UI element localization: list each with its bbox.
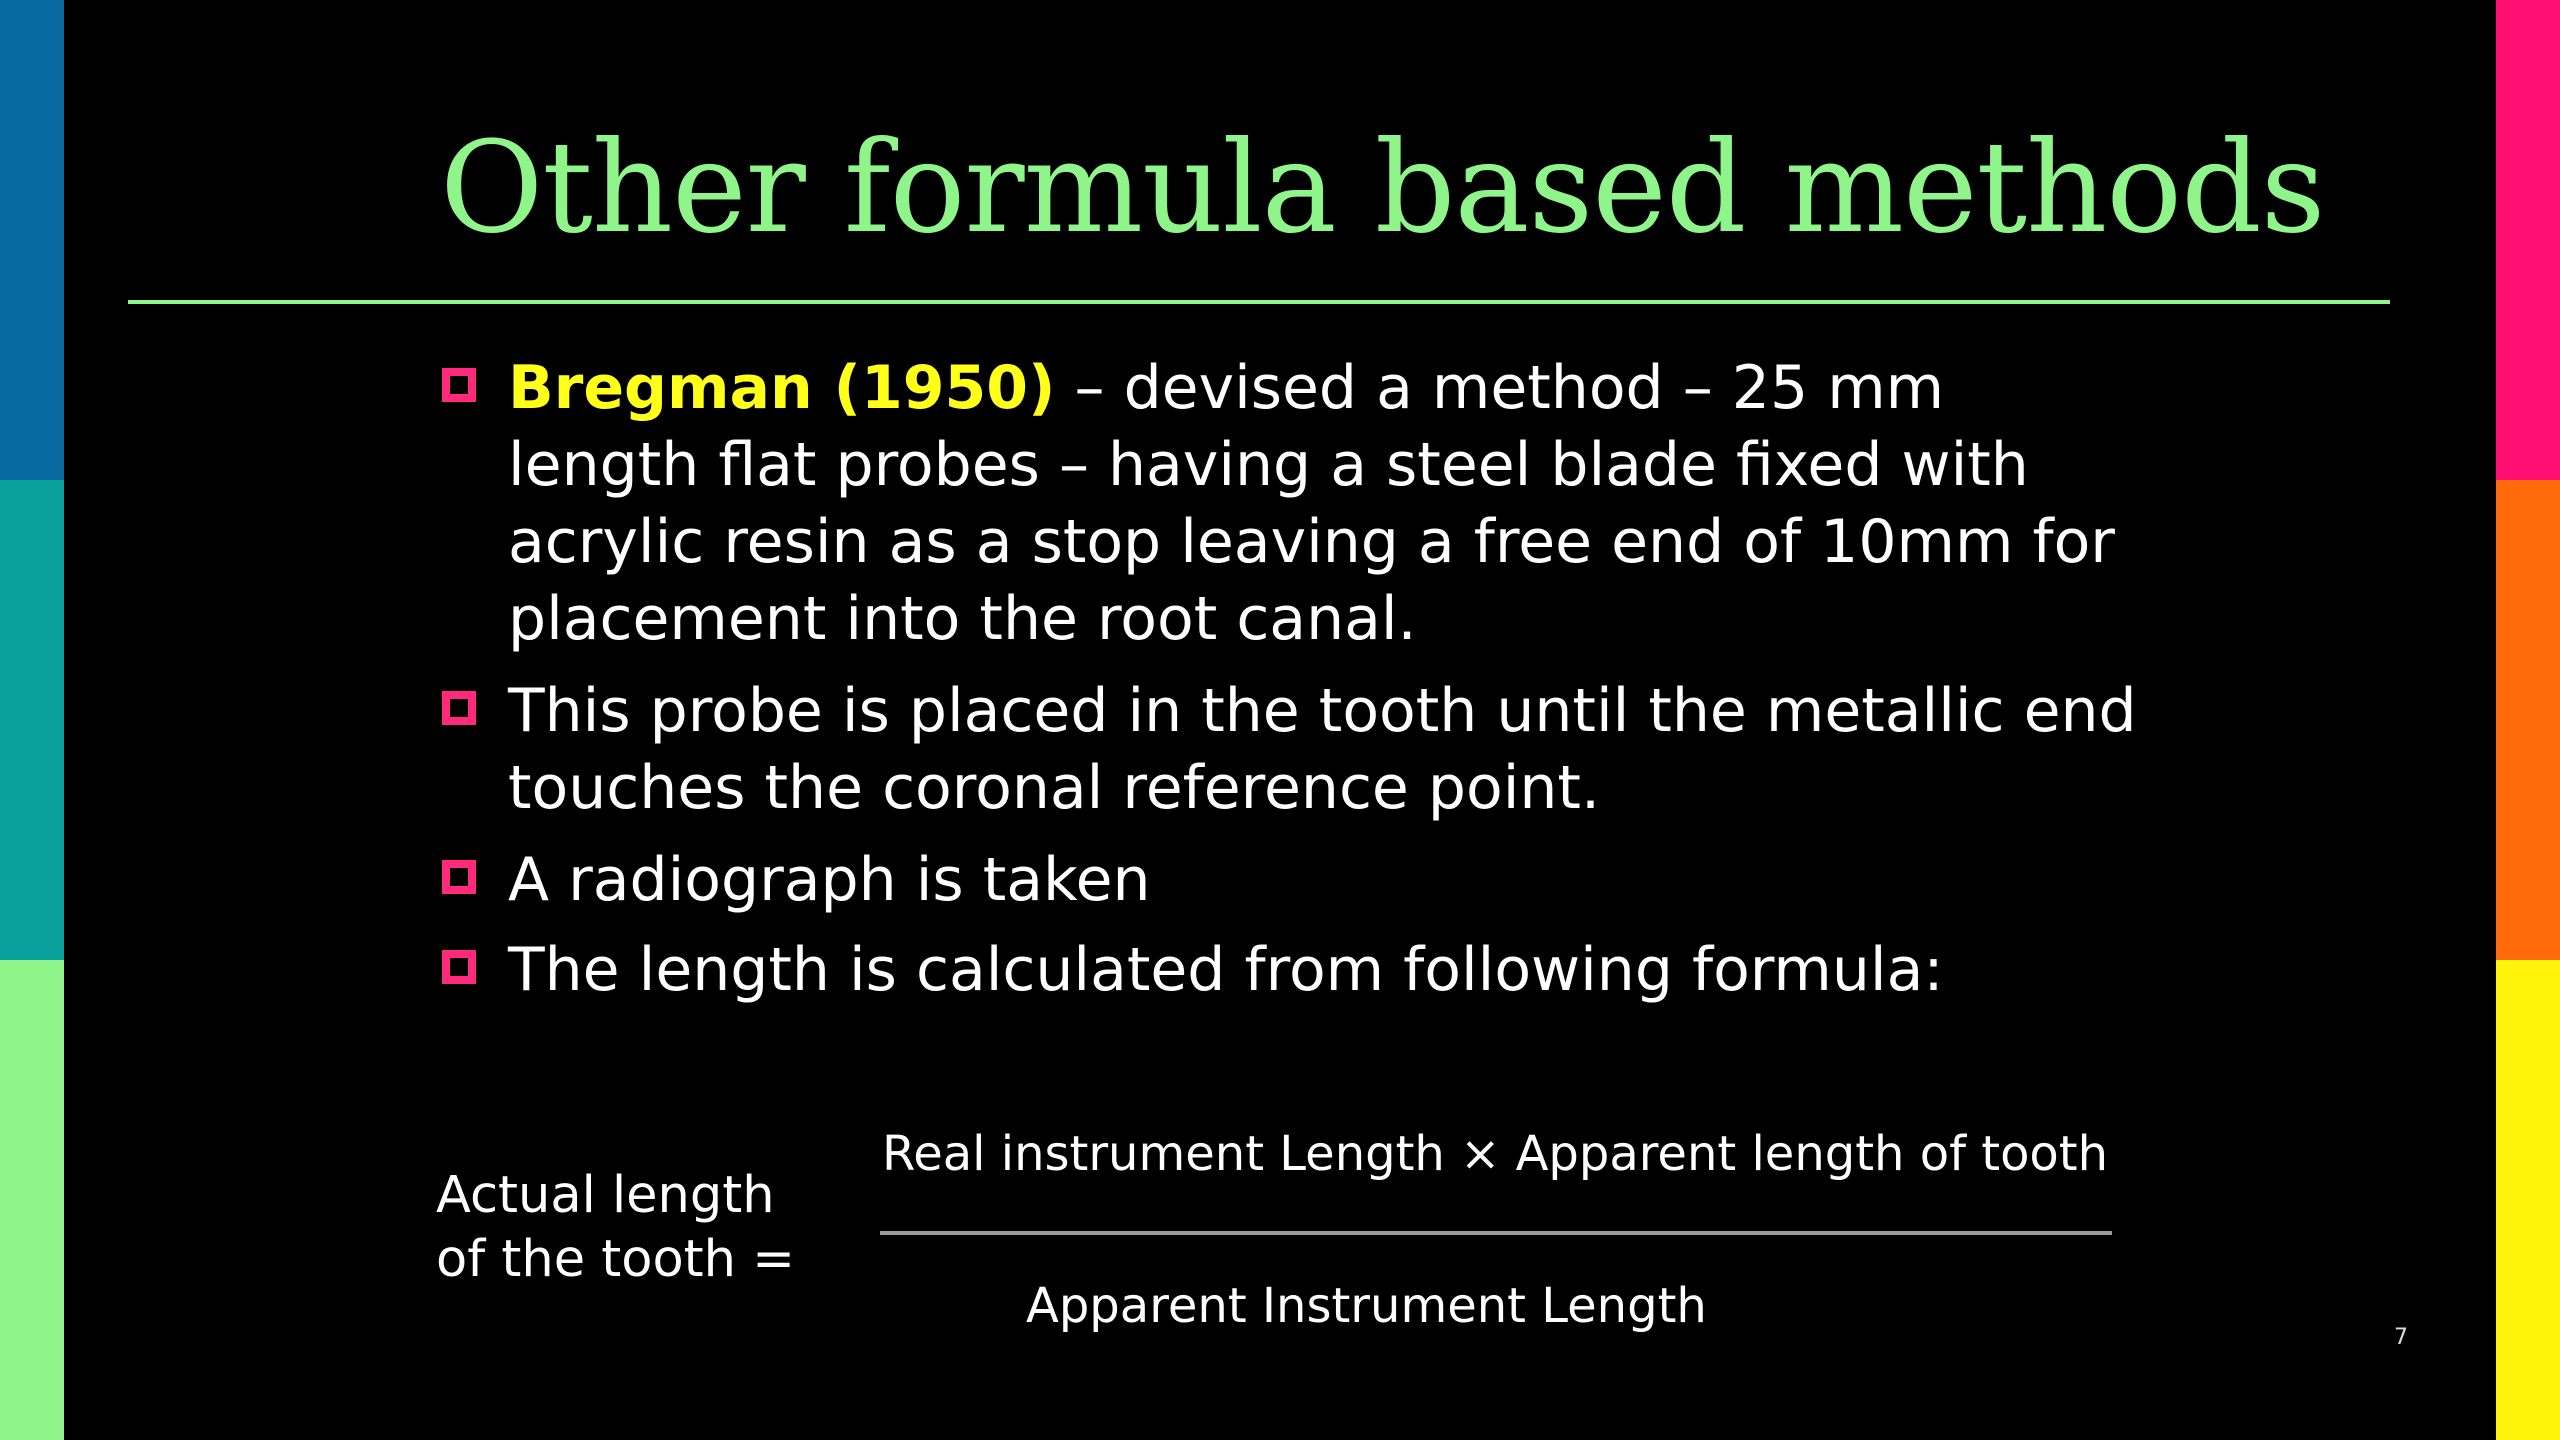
left-bar-teal-segment	[0, 480, 64, 960]
formula-denominator: Apparent Instrument Length	[1026, 1278, 1707, 1334]
formula-label-line-2: of the tooth =	[436, 1230, 795, 1289]
title-divider	[128, 300, 2390, 304]
hollow-square-bullet-icon	[442, 950, 476, 984]
right-bar-yellow-segment	[2496, 960, 2560, 1440]
right-bar-orange-segment	[2496, 480, 2560, 960]
slide-title: Other formula based methods	[440, 114, 2325, 261]
formula-label	[436, 1164, 795, 1292]
bullet-text: A radiograph is taken	[508, 845, 1151, 915]
left-bar-green-segment	[0, 960, 64, 1440]
left-color-bar	[0, 0, 64, 1440]
formula-numerator: Real instrument Length × Apparent length of tooth	[882, 1126, 2109, 1182]
bullet-item-formula-intro	[440, 932, 2140, 1009]
bullet-highlight: Bregman (1950)	[508, 353, 1056, 423]
left-bar-blue-segment	[0, 0, 64, 480]
hollow-square-bullet-icon	[442, 368, 476, 402]
bullet-item-probe-placement	[440, 673, 2140, 827]
formula-label-line-1: Actual length	[436, 1166, 775, 1225]
bullet-list	[440, 350, 2140, 1024]
right-bar-pink-segment	[2496, 0, 2560, 480]
bullet-item-radiograph	[440, 842, 2140, 919]
bullet-text: The length is calculated from following formula:	[508, 935, 1944, 1005]
fraction-bar	[880, 1231, 2112, 1235]
slide-number: 7	[2394, 1325, 2408, 1350]
bullet-text: This probe is placed in the tooth until the metallic end touches the coronal reference point.	[508, 676, 2137, 823]
bullet-text: – devised a method – 25 mm length flat probes – having a steel blade fixed with acrylic resin as a stop leaving a free end of 10mm for placement into the root canal.	[508, 353, 2115, 654]
hollow-square-bullet-icon	[442, 691, 476, 725]
bullet-item-bregman	[440, 350, 2140, 658]
right-color-bar	[2496, 0, 2560, 1440]
hollow-square-bullet-icon	[442, 860, 476, 894]
